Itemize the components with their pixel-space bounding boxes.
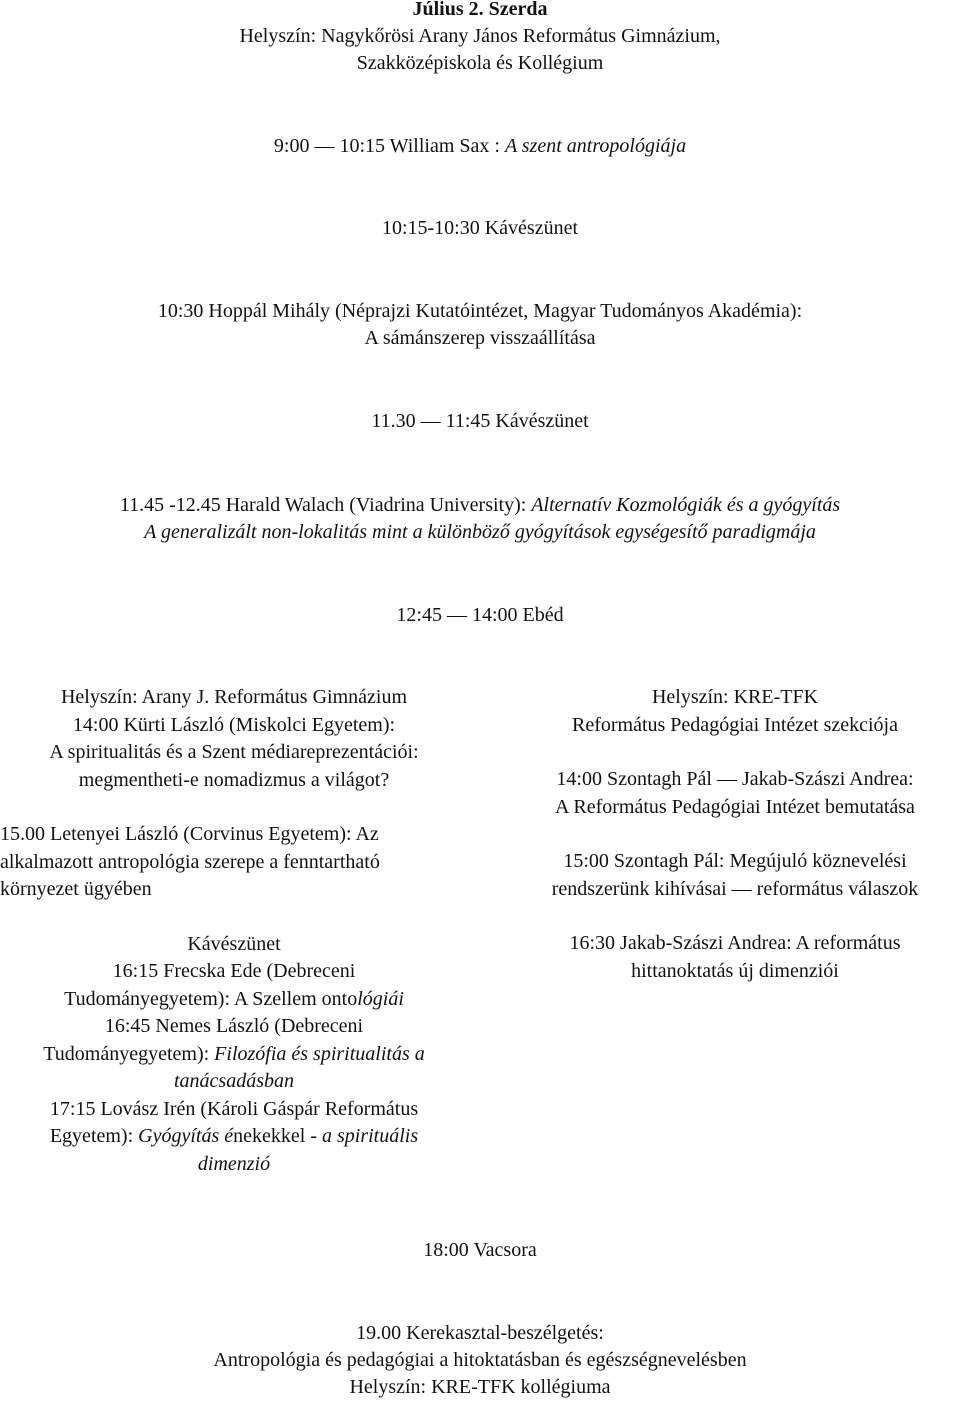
left-talk-2-line-1: 15.00 Letenyei László (Corvinus Egyetem): Az — [0, 823, 379, 845]
roundtable-line-2: Antropológia és pedagógiai a hitoktatásban és egészségnevelésben — [213, 1349, 747, 1371]
left-talk-3-title-end: lógiái — [357, 987, 404, 1010]
left-column — [0, 684, 468, 1178]
right-column — [510, 684, 960, 985]
left-talk-3-line-2 — [0, 986, 468, 1014]
left-talk-4-line-3: tanácsadásban — [174, 1070, 294, 1092]
roundtable-line-3: Helyszín: KRE-TFK kollégiuma — [349, 1376, 611, 1398]
left-talk-1-line-1: 14:00 Kürti László (Miskolci Egyetem): — [72, 713, 396, 736]
left-talk-5-affiliation: Egyetem): — [49, 1125, 139, 1147]
left-talk-4-line-2 — [0, 1041, 468, 1069]
left-talk-5-line-2 — [0, 1123, 468, 1151]
session-walach — [0, 492, 960, 519]
left-coffee-break: Kávészünet — [187, 932, 281, 955]
left-talk-5-line-3: dimenzió — [197, 1152, 271, 1175]
right-talk-3-line-1: 16:30 Jakab-Szászi Andrea: A református — [569, 932, 901, 954]
coffee-break-1: 10:15-10:30 Kávészünet — [381, 217, 579, 239]
right-section: Református Pedagógiai Intézet szekciója — [572, 713, 898, 736]
right-venue: Helyszín: KRE-TFK — [651, 686, 819, 708]
lunch: 12:45 ― 14:00 Ebéd — [396, 604, 564, 626]
right-talk-3-line-2: hittanoktatás új dimenziói — [631, 959, 839, 982]
roundtable-line-1: 19.00 Kerekasztal-beszélgetés: — [356, 1322, 604, 1344]
left-talk-3-line-1: 16:15 Frecska Ede (Debreceni — [112, 960, 356, 982]
right-talk-2-line-1: 15:00 Szontagh Pál: Megújuló köznevelési — [563, 850, 907, 872]
venue-line-2: Szakközépiskola és Kollégium — [356, 52, 604, 74]
left-talk-2-line-3: környezet ügyében — [0, 878, 152, 900]
left-talk-5-line-1: 17:15 Lovász Irén (Károli Gáspár Református — [49, 1097, 419, 1120]
session-sax-time: 9:00 ― 10:15 William Sax : — [273, 135, 505, 157]
left-talk-5-title-b: nekekkel - — [233, 1125, 322, 1147]
day-heading: Július 2. Szerda — [412, 0, 548, 20]
left-talk-4-title: Filozófia és spiritualitás a — [214, 1042, 425, 1065]
dinner: 18:00 Vacsora — [423, 1239, 537, 1261]
venue-line-1: Helyszín: Nagykőrösi Arany János Református Gimnázium, — [239, 25, 721, 47]
left-venue: Helyszín: Arany J. Református Gimnázium — [60, 686, 408, 708]
left-talk-3-affiliation: Tudományegyetem): A Szellem onto — [64, 987, 358, 1010]
right-talk-1-line-1: 14:00 Szontagh Pál ― Jakab-Szászi Andrea: — [556, 768, 914, 790]
left-talk-5-title-c: a spirituális — [322, 1125, 419, 1147]
session-sax-title: A szent antropológiája — [504, 135, 687, 157]
session-sax — [0, 133, 960, 160]
coffee-break-2: 11.30 ― 11:45 Kávészünet — [371, 410, 589, 432]
left-talk-4-affiliation: Tudományegyetem): — [43, 1042, 215, 1065]
right-talk-1-line-2: A Református Pedagógiai Intézet bemutatása — [555, 795, 915, 818]
left-talk-2-line-2: alkalmazott antropológia szerepe a fenntartható — [0, 850, 380, 873]
left-talk-1-line-2: A spiritualitás és a Szent médiareprezentációi: — [49, 741, 419, 763]
left-talk-5-title-a: Gyógyítás é — [138, 1125, 234, 1147]
session-walach-subtitle: A generalizált non-lokalitás mint a különböző gyógyítások egységesítő paradigmája — [144, 521, 816, 543]
session-walach-title: Alternatív Kozmológiák és a gyógyítás — [531, 494, 841, 516]
left-talk-4-line-1: 16:45 Nemes László (Debreceni — [104, 1015, 364, 1037]
right-talk-2-line-2: rendszerünk kihívásai ― református válaszok — [551, 877, 919, 900]
session-hoppal-line-2: A sámánszerep visszaállítása — [364, 327, 596, 349]
left-talk-1-line-3: megmentheti-e nomadizmus a világot? — [78, 768, 390, 791]
session-walach-speaker: 11.45 -12.45 Harald Walach (Viadrina University): — [119, 494, 532, 516]
session-hoppal-line-1: 10:30 Hoppál Mihály (Néprajzi Kutatóintézet, Magyar Tudományos Akadémia): — [157, 300, 803, 322]
